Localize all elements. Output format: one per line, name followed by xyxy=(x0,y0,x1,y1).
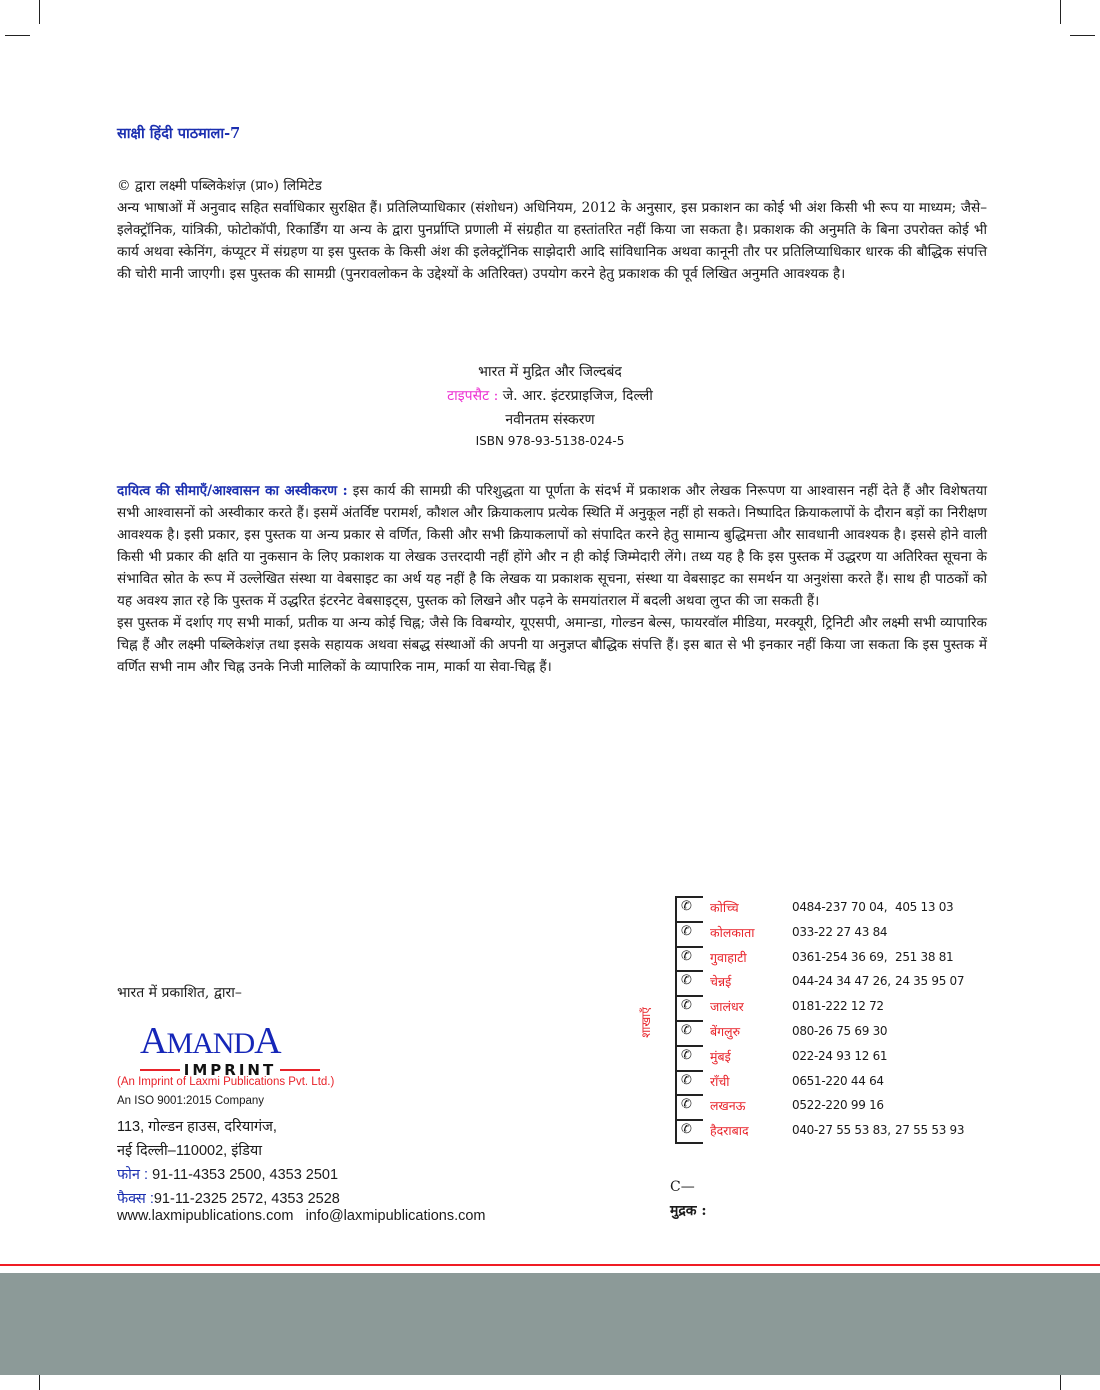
branch-city: चेन्नई xyxy=(710,974,732,990)
typeset-value: जे. आर. इंटरप्राइजिज, दिल्ली xyxy=(502,388,653,404)
branch-city: बेंगलुरु xyxy=(710,1024,741,1039)
branch-list-end xyxy=(675,1142,975,1166)
row-divider xyxy=(675,1142,703,1144)
branch-city: मुंबई xyxy=(710,1048,731,1064)
phone-label: फोन : xyxy=(117,1167,149,1183)
branch-phone-1: 0181-222 12 72 xyxy=(792,999,884,1014)
branch-row xyxy=(675,946,975,970)
row-divider xyxy=(675,1070,703,1072)
printer-label: मुद्रक : xyxy=(670,1203,707,1219)
print-info xyxy=(400,360,700,450)
logo-subtitle: IMPRINT xyxy=(140,1061,320,1079)
branch-row xyxy=(675,1045,975,1069)
printed-in: भारत में मुद्रित और जिल्दबंद xyxy=(478,364,622,380)
branch-phone-1: 0522-220 99 16 xyxy=(792,1098,884,1113)
row-divider xyxy=(675,896,703,898)
copyright-section xyxy=(117,175,987,285)
branch-phone-1: 0651-220 44 64 xyxy=(792,1073,884,1088)
isbn: ISBN 978-93-5138-024-5 xyxy=(475,434,625,448)
crop-mark xyxy=(5,35,30,36)
phone-icon: ✆ xyxy=(681,1097,692,1113)
typeset-label: टाइपसैट : xyxy=(447,388,499,404)
crop-mark xyxy=(39,0,40,24)
branch-city: लखनऊ xyxy=(710,1098,746,1114)
row-divider xyxy=(675,946,703,948)
branch-row xyxy=(675,896,975,920)
email-link[interactable]: info@laxmipublications.com xyxy=(305,1208,486,1224)
row-divider xyxy=(675,1045,703,1047)
branch-row xyxy=(675,1020,975,1044)
phone-icon: ✆ xyxy=(681,948,692,964)
copyright-owner: © द्वारा लक्ष्मी पब्लिकेशंज़ (प्रा०) लिमिटेड xyxy=(117,178,322,194)
phone-icon: ✆ xyxy=(681,1122,692,1138)
branch-phone-1: 040-27 55 53 83, xyxy=(792,1123,891,1138)
phone-value: 91-11-4353 2500, 4353 2501 xyxy=(152,1167,339,1183)
branch-phone-2: 24 35 95 07 xyxy=(895,974,965,989)
fax-label: फैक्स : xyxy=(117,1191,154,1207)
branch-row xyxy=(675,921,975,945)
amanda-imprint-logo xyxy=(140,1022,320,1079)
fax-value: 91-11-2325 2572, 4353 2528 xyxy=(153,1191,340,1207)
footer-band xyxy=(0,1273,1100,1375)
branch-row xyxy=(675,995,975,1019)
branch-city: जालंधर xyxy=(710,999,744,1015)
phone-icon: ✆ xyxy=(681,998,692,1014)
typeset-line xyxy=(400,384,700,408)
branch-row xyxy=(675,1119,975,1143)
row-divider xyxy=(675,921,703,923)
branch-city: गुवाहाटी xyxy=(710,949,747,965)
branch-phone-1: 080-26 75 69 30 xyxy=(792,1024,888,1038)
branch-phone-1: 0484-237 70 04, xyxy=(792,900,888,914)
phone-icon: ✆ xyxy=(681,923,692,939)
published-by: भारत में प्रकाशित, द्वारा– xyxy=(117,985,242,1001)
disclaimer-heading: दायित्व की सीमाएँ/आश्वासन का अस्वीकरण : xyxy=(117,483,348,499)
address-line-2: नई दिल्ली–110002, इंडिया xyxy=(117,1143,263,1159)
row-divider xyxy=(675,1119,703,1121)
branch-phone-1: 044-24 34 47 26, xyxy=(792,974,891,989)
red-divider xyxy=(0,1264,1100,1266)
crop-mark xyxy=(1060,0,1061,24)
website-link[interactable]: www.laxmipublications.com xyxy=(117,1208,294,1224)
phone-icon: ✆ xyxy=(681,1072,692,1088)
edition: नवीनतम संस्करण xyxy=(505,412,595,428)
branch-city: कोलकाता xyxy=(710,924,755,940)
book-title: साक्षी हिंदी पाठमाला-7 xyxy=(117,125,241,142)
logo-wordmark: AMANDA xyxy=(140,1020,281,1062)
publisher-fax xyxy=(117,1188,340,1208)
imprint-note: (An Imprint of Laxmi Publications Pvt. Ltd.) xyxy=(117,1076,335,1088)
branch-phone-1: 022-24 93 12 61 xyxy=(792,1048,888,1063)
branch-phone-1: 0361-254 36 69, xyxy=(792,949,888,964)
page-code: C— xyxy=(670,1179,695,1195)
publisher-web xyxy=(117,1208,486,1224)
copyright-text: अन्य भाषाओं में अनुवाद सहित सर्वाधिकार सुरक्षित हैं। प्रतिलिप्याधिकार (संशोधन) अधिनियम, 2012 के अनुसार, इस प्रकाशन का कोई भी अंश किसी भी रूप या माध्यम; जैसे–इलेक्ट्रॉनिक, यांत्रिकी, फोटोकॉपी, रिकार्डिंग या अन्य के द्वारा पुनर्प्राप्ति प्रणाली में संग्रहीत या हस्तांतरित नहीं किया जा सकता है। प्रकाशक की अनुमति के बिना उपरोक्त कोई भी कार्य अथवा स्केनिंग, कंप्यूटर में संग्रहण या इस पुस्तक के किसी अंश की इलेक्ट्रॉनिक साझेदारी आदि सांविधानिक अथवा कानूनी तौर पर प्रतिलिप्याधिकार धारक की बौद्धिक संपत्ति की चोरी मानी जाएगी। इस पुस्तक की सामग्री (पुनरावलोकन के उद्देश्यों के अतिरिक्त) उपयोग करने हेतु प्रकाशक की पूर्व लिखित अनुमति आवश्यक है। xyxy=(117,200,987,282)
crop-mark xyxy=(1070,35,1095,36)
row-divider xyxy=(675,1020,703,1022)
phone-icon: ✆ xyxy=(681,1047,692,1063)
branch-city: हैदराबाद xyxy=(710,1123,749,1139)
branch-phone-2: 27 55 53 93 xyxy=(895,1123,965,1138)
branch-phone-1: 033-22 27 43 84 xyxy=(792,924,888,939)
row-divider xyxy=(675,970,703,972)
disclaimer-paragraph xyxy=(117,480,987,612)
branches-label: शाखाएँ xyxy=(638,1007,653,1038)
branch-city: कोच्चि xyxy=(710,900,739,915)
disclaimer-text: इस कार्य की सामग्री की परिशुद्धता या पूर्णता के संदर्भ में प्रकाशक और लेखक निरूपण या आश्वासन नहीं देते हैं और विशेषतया सभी आश्वासनों को अस्वीकार करते हैं। इसमें अंतर्विष्ट परामर्श, कौशल और क्रियाकलाप प्रत्येक स्थिति में अनुकूल नहीं हो सकते। निष्पादित क्रियाकलापों के दौरान बड़ों का निरीक्षण आवश्यक है। इसी प्रकार, इस पुस्तक या अन्य प्रकार से वर्णित, किसी और सभी क्रियाकलापों को संपादित करने हेतु सामान्य बुद्धिमत्ता और सावधानी आवश्यक है। इससे होने वाली किसी भी प्रकार की क्षति या नुकसान के लिए प्रकाशक या लेखक उत्तरदायी नहीं होंगे और न ही कोई जिम्मेदारी लेंगे। तथ्य यह है कि इस पुस्तक में उद्धरण या अतिरिक्त सूचना के संभावित स्रोत के रूप में उल्लेखित संस्था या वेबसाइट का अर्थ यह नहीं है कि लेखक या प्रकाशक सूचना, संस्था या वेबसाइट का समर्थन या अनुशंसा करते हैं। साथ ही पाठकों को यह अवश्य ज्ञात रहे कि पुस्तक में उद्धरित इंटरनेट वेबसाइट्स, पुस्तक को लिखने और पढ़ने के समयांतराल में बदली अथवा लुप्त की जा सकती हैं। xyxy=(117,483,987,609)
branch-row xyxy=(675,1070,975,1094)
disclaimer-section xyxy=(117,480,987,678)
branch-phone-2: 251 38 81 xyxy=(895,949,954,964)
branch-row xyxy=(675,1094,975,1118)
phone-icon: ✆ xyxy=(681,973,692,989)
phone-icon: ✆ xyxy=(681,1023,692,1038)
publisher-phone xyxy=(117,1164,338,1184)
address-line-1: 113, गोल्डन हाउस, दरियागंज, xyxy=(117,1119,277,1135)
row-divider xyxy=(675,995,703,997)
phone-icon: ✆ xyxy=(681,899,692,914)
row-divider xyxy=(675,1094,703,1096)
branch-row xyxy=(675,970,975,994)
trademark-paragraph: इस पुस्तक में दर्शाए गए सभी मार्का, प्रतीक या अन्य कोई चिह्न; जैसे कि विबग्योर, यूएसपी, अमान्डा, गोल्डन बेल्स, फायरवॉल मीडिया, मरक्यूरी, ट्रिनिटी और लक्ष्मी सभी व्यापारिक चिह्न हैं और लक्ष्मी पब्लिकेशंज़ तथा इसके सहायक अथवा संबद्ध संस्थाओं की अपनी या अनुज्ञप्त बौद्धिक संपत्ति हैं। इस बात से भी इनकार नहीं किया जा सकता कि इस पुस्तक में वर्णित सभी नाम और चिह्न उनके निजी मालिकों के व्यापारिक नाम, मार्का या सेवा-चिह्न हैं। xyxy=(117,615,987,675)
branch-city: राँची xyxy=(710,1073,730,1089)
branch-phone-2: 405 13 03 xyxy=(895,900,954,914)
iso-note: An ISO 9001:2015 Company xyxy=(117,1095,265,1107)
